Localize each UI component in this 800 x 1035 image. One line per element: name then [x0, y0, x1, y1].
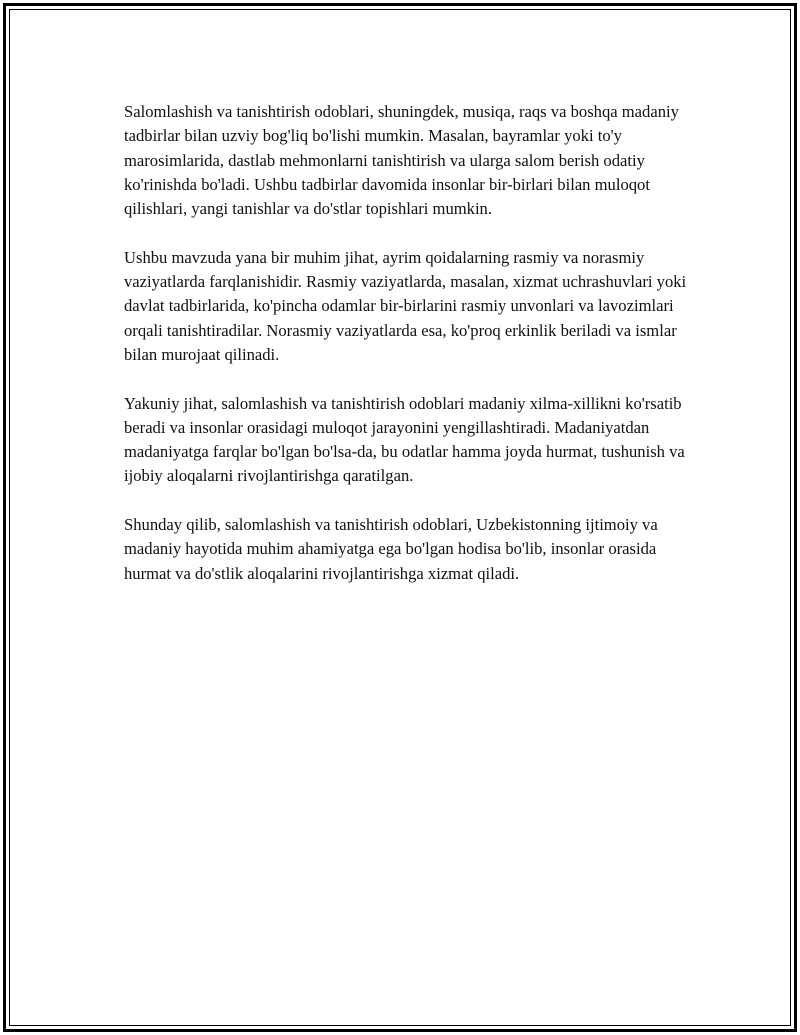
paragraph-1: Salomlashish va tanishtirish odoblari, shuningdek, musiqa, raqs va boshqa madaniy tadbirlar bilan uzviy bog'liq bo'lishi mumkin. Masalan, bayramlar yoki to'y marosimlarida, dastlab mehmonlarni tanishtirish va ularga salom berish odatiy ko'rinishda bo'ladi. Ushbu tadbirlar davomida insonlar bir-birlari bilan muloqot qilishlari, yangi tanishlar va do'stlar topishlari mumkin. — [124, 102, 679, 219]
paragraph-4: Shunday qilib, salomlashish va tanishtirish odoblari, Uzbekistonning ijtimoiy va madaniy hayotida muhim ahamiyatga ega bo'lgan hodisa bo'lib, insonlar orasida hurmat va do'stlik aloqalarini rivojlantirishga xizmat qiladi. — [124, 515, 658, 583]
paragraph-2: Ushbu mavzuda yana bir muhim jihat, ayrim qoidalarning rasmiy va norasmiy vaziyatlarda farqlanishidir. Rasmiy vaziyatlarda, masalan, xizmat uchrashuvlari yoki davlat tadbirlarida, ko'pincha odamlar bir-birlarini rasmiy unvonlari va lavozimlari orqali tanishtiradilar. Norasmiy vaziyatlarda esa, ko'proq erkinlik beriladi va ismlar bilan murojaat qilinadi. — [124, 247, 687, 364]
document-body — [124, 100, 699, 586]
page-border — [3, 3, 797, 1032]
paragraph-3: Yakuniy jihat, salomlashish va tanishtirish odoblari madaniy xilma-xillikni ko'rsatib beradi va insonlar orasidagi muloqot jarayonini yengillashtiradi. Madaniyatdan madaniyatga farqlar bo'lgan bo'lsa-da, bu odatlar hamma joyda hurmat, tushunish va ijobiy aloqalarni rivojlantirishga qaratilgan. — [124, 393, 685, 486]
